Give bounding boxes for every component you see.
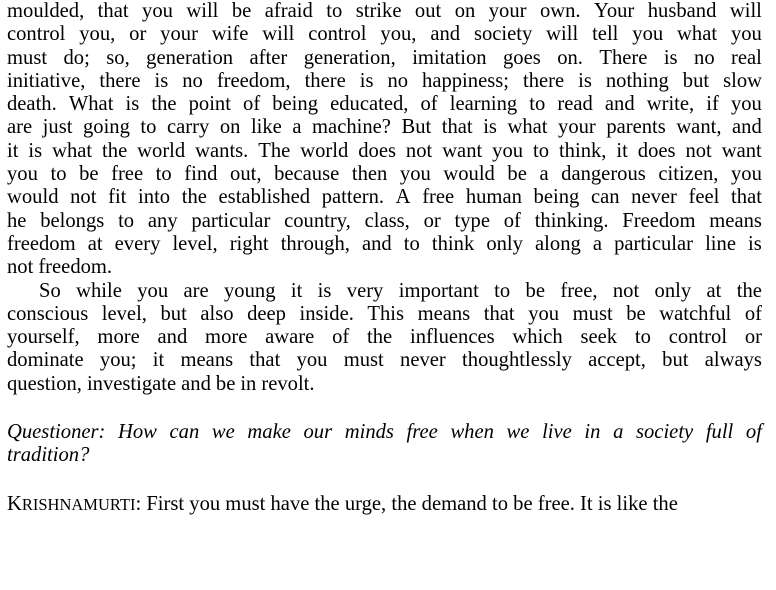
- word: So: [39, 279, 61, 302]
- word: But: [401, 116, 432, 139]
- word: that: [441, 116, 473, 139]
- word: freedom,: [216, 69, 291, 92]
- word: seek: [580, 326, 618, 349]
- word: educated,: [330, 93, 409, 116]
- word: and: [361, 232, 392, 255]
- text-line: [7, 326, 762, 349]
- word: level,: [101, 302, 147, 325]
- word: no: [387, 69, 409, 92]
- word: line: [705, 232, 736, 255]
- word: into: [138, 186, 171, 209]
- paragraph: [7, 280, 762, 396]
- text-line: [7, 23, 762, 46]
- word: type: [454, 209, 490, 232]
- word: on: [219, 116, 241, 139]
- word: there: [522, 69, 565, 92]
- text-line: [7, 444, 762, 467]
- word: you: [137, 279, 169, 302]
- word: out: [414, 0, 442, 22]
- word: must: [572, 302, 613, 325]
- word: it: [7, 139, 19, 162]
- word: to: [532, 139, 550, 162]
- word: no: [182, 69, 203, 92]
- word: initiative,: [7, 69, 86, 92]
- word: does: [358, 139, 396, 162]
- word: will: [186, 0, 219, 22]
- word: to: [140, 116, 157, 139]
- word: you: [632, 23, 664, 46]
- word: is: [154, 69, 169, 92]
- word: conscious: [7, 302, 89, 325]
- word: your: [160, 23, 198, 46]
- word: a: [613, 421, 624, 444]
- word: deep: [247, 302, 286, 325]
- word: to: [50, 163, 67, 186]
- word: Freedom: [622, 209, 696, 232]
- word: country,: [284, 209, 351, 232]
- word: of: [745, 421, 762, 444]
- word: own.: [539, 0, 581, 22]
- word: of: [744, 302, 762, 325]
- word: also: [200, 302, 234, 325]
- text-line: [7, 140, 762, 163]
- word: society: [473, 23, 533, 46]
- word: but: [662, 349, 689, 372]
- word: while: [76, 279, 122, 302]
- word: society: [636, 421, 694, 444]
- word: important: [398, 279, 479, 302]
- word: there: [99, 69, 141, 92]
- word: along: [535, 232, 581, 255]
- word: want,: [676, 116, 722, 139]
- word: because: [274, 163, 340, 186]
- text-line: [7, 0, 762, 23]
- word: what: [677, 23, 718, 46]
- word: minds: [344, 421, 394, 444]
- word: if: [706, 93, 719, 116]
- word: must: [343, 349, 384, 372]
- word: never: [631, 186, 677, 209]
- word: then: [351, 163, 388, 186]
- word: free,: [560, 279, 598, 302]
- word: real: [731, 46, 762, 69]
- word: must: [7, 46, 48, 69]
- word: want: [442, 139, 483, 162]
- text-line: [7, 47, 762, 70]
- word: There: [599, 46, 648, 69]
- word: dangerous: [561, 163, 646, 186]
- word: think,: [558, 139, 607, 162]
- word: freedom: [7, 232, 76, 255]
- word: it: [152, 349, 165, 372]
- word: do;: [63, 46, 90, 69]
- word: be: [215, 372, 236, 395]
- word: citizen,: [658, 163, 719, 186]
- word: is: [317, 279, 332, 302]
- paragraph-gap: [7, 468, 762, 493]
- word: at: [87, 232, 103, 255]
- word: be: [507, 163, 527, 186]
- word: particular: [191, 209, 271, 232]
- word: you: [7, 163, 38, 186]
- word: are: [7, 116, 33, 139]
- word: generation,: [303, 46, 396, 69]
- word: your: [558, 116, 596, 139]
- word: find: [184, 163, 218, 186]
- word: will: [546, 23, 579, 46]
- word: will: [729, 0, 762, 22]
- word: you: [492, 139, 524, 162]
- word: not: [612, 279, 640, 302]
- word: you: [142, 0, 173, 22]
- word: full: [705, 421, 734, 444]
- paragraph-gap: [7, 396, 762, 421]
- word: the: [102, 139, 128, 162]
- word: world: [300, 139, 349, 162]
- text-line: [7, 303, 762, 326]
- text-line: [7, 233, 762, 256]
- word: free: [422, 186, 455, 209]
- word: which: [512, 326, 563, 349]
- word: investigate: [86, 372, 177, 395]
- word: slow: [723, 69, 762, 92]
- word: What: [68, 93, 114, 116]
- word: is: [663, 46, 678, 69]
- word: freedom.: [38, 256, 113, 279]
- word: question,: [7, 372, 82, 395]
- answer-paragraph: [7, 493, 762, 516]
- word: class,: [364, 209, 410, 232]
- word: being: [533, 186, 580, 209]
- text-line: [7, 70, 762, 93]
- word: is: [578, 69, 592, 92]
- word: afraid: [264, 0, 313, 22]
- word: it: [290, 279, 303, 302]
- word: on.: [557, 46, 583, 69]
- text-line: [7, 186, 762, 209]
- word: the: [181, 186, 207, 209]
- word: generation: [146, 46, 234, 69]
- word: to: [529, 93, 546, 116]
- word: goes: [503, 46, 541, 69]
- word: and: [157, 326, 188, 349]
- word: are: [183, 279, 209, 302]
- word: pattern.: [321, 186, 385, 209]
- word: human: [465, 186, 522, 209]
- word: particular: [614, 232, 693, 255]
- text-line: [7, 93, 762, 116]
- word: there: [304, 69, 346, 92]
- word: means: [180, 349, 234, 372]
- word: you;: [99, 349, 137, 372]
- word: of: [332, 326, 350, 349]
- word: influences: [409, 326, 495, 349]
- word: feel: [688, 186, 720, 209]
- word: any: [147, 209, 178, 232]
- word: A: [395, 186, 411, 209]
- word: going: [82, 116, 130, 139]
- word: he: [7, 209, 27, 232]
- word: belongs: [40, 209, 105, 232]
- word: on: [454, 0, 476, 22]
- word: think: [431, 232, 475, 255]
- word: when: [450, 421, 494, 444]
- word: tradition?: [7, 444, 90, 467]
- word: can: [169, 421, 200, 444]
- word: point: [188, 93, 231, 116]
- word: so,: [106, 46, 130, 69]
- word: a: [292, 116, 302, 139]
- word: or: [423, 209, 441, 232]
- word: you: [399, 163, 431, 186]
- text-line: [7, 256, 762, 279]
- word: you: [296, 349, 328, 372]
- speaker-name: KRISHNAMURTI: [7, 492, 136, 515]
- word: free: [406, 421, 438, 444]
- text-line: [7, 163, 762, 186]
- text-line: [7, 210, 762, 233]
- word: but: [160, 302, 187, 325]
- text-line: [7, 349, 762, 372]
- word: level,: [172, 232, 218, 255]
- word: watchful: [659, 302, 732, 325]
- word: what: [507, 116, 548, 139]
- word: established: [218, 186, 311, 209]
- word: just: [42, 116, 73, 139]
- word: right: [229, 232, 269, 255]
- word: or: [129, 23, 147, 46]
- word: This: [367, 302, 405, 325]
- word: and: [604, 93, 635, 116]
- word: to: [403, 232, 420, 255]
- word: you: [730, 93, 762, 116]
- word: a: [539, 163, 549, 186]
- word: yourself,: [7, 326, 80, 349]
- word: is: [748, 232, 762, 255]
- word: to: [494, 279, 511, 302]
- word: revolt.: [261, 372, 315, 395]
- word: and: [430, 23, 461, 46]
- word: more: [205, 326, 248, 349]
- word: wife: [211, 23, 249, 46]
- word: a: [592, 232, 603, 255]
- word: aware: [265, 326, 315, 349]
- word: thinking.: [534, 209, 609, 232]
- word: wants.: [195, 139, 249, 162]
- word: not: [685, 139, 712, 162]
- word: make: [247, 421, 291, 444]
- word: to: [118, 209, 135, 232]
- word: in: [240, 372, 257, 395]
- word: is: [359, 69, 374, 92]
- word: that: [249, 349, 281, 372]
- word: and: [732, 116, 762, 139]
- word: tell: [592, 23, 619, 46]
- word: that: [97, 0, 129, 22]
- word: Questioner:: [7, 421, 106, 444]
- word: our: [303, 421, 333, 444]
- word: like: [250, 116, 282, 139]
- word: is: [483, 116, 497, 139]
- word: control: [308, 23, 367, 46]
- word: fit: [108, 186, 127, 209]
- word: your: [488, 0, 527, 22]
- text-line: [7, 116, 762, 139]
- word: that: [731, 186, 762, 209]
- word: Your: [594, 0, 635, 22]
- word: be: [626, 302, 646, 325]
- word: not: [70, 186, 97, 209]
- word: but: [682, 69, 710, 92]
- word: every: [114, 232, 161, 255]
- word: no: [694, 46, 715, 69]
- word: you: [730, 23, 762, 46]
- word: at: [706, 279, 722, 302]
- word: out,: [230, 163, 262, 186]
- word: read: [557, 93, 593, 116]
- word: would: [7, 186, 59, 209]
- word: want: [721, 139, 762, 162]
- word: what: [52, 139, 93, 162]
- word: free: [111, 163, 144, 186]
- word: being: [272, 93, 319, 116]
- paragraph: [7, 0, 762, 280]
- word: will: [262, 23, 295, 46]
- word: of: [420, 93, 438, 116]
- word: strike: [355, 0, 402, 22]
- word: or: [744, 326, 762, 349]
- word: carry: [166, 116, 210, 139]
- word: death.: [7, 93, 57, 116]
- word: moulded,: [7, 0, 85, 22]
- word: husband: [647, 0, 717, 22]
- word: imitation: [412, 46, 487, 69]
- word: through,: [280, 232, 350, 255]
- word: not: [7, 256, 34, 279]
- book-page: [7, 0, 762, 516]
- word: always: [704, 349, 762, 372]
- word: of: [243, 93, 261, 116]
- text-line: [7, 373, 762, 396]
- word: learning: [449, 93, 518, 116]
- word: very: [346, 279, 384, 302]
- word: means: [417, 302, 471, 325]
- word: would: [443, 163, 495, 186]
- word: only: [486, 232, 523, 255]
- word: not: [405, 139, 433, 162]
- word: live: [542, 421, 572, 444]
- word: be: [525, 279, 545, 302]
- word: you,: [79, 23, 116, 46]
- word: machine?: [312, 116, 391, 139]
- word: control: [7, 23, 66, 46]
- word: is: [125, 93, 140, 116]
- word: accept,: [588, 349, 646, 372]
- word: you: [528, 302, 560, 325]
- word: it: [616, 139, 628, 162]
- text-line: [7, 493, 762, 516]
- questioner-paragraph: [7, 421, 762, 468]
- word: does: [637, 139, 676, 162]
- word: write,: [646, 93, 695, 116]
- word: the: [736, 279, 762, 302]
- word: means: [709, 209, 762, 232]
- word: young: [224, 279, 276, 302]
- text-line: [7, 421, 762, 444]
- text-line: [7, 280, 762, 303]
- word: to: [634, 326, 651, 349]
- word: can: [590, 186, 620, 209]
- word: control: [668, 326, 728, 349]
- word: be: [79, 163, 99, 186]
- word: only: [654, 279, 692, 302]
- word: and: [181, 372, 211, 395]
- word: more: [97, 326, 140, 349]
- word: you: [731, 163, 762, 186]
- word: The: [258, 139, 291, 162]
- word: the: [367, 326, 393, 349]
- word: that: [483, 302, 515, 325]
- word: you,: [380, 23, 417, 46]
- word: world: [137, 139, 186, 162]
- word: thoughtlessly: [462, 349, 572, 372]
- word: to: [326, 0, 343, 22]
- word: is: [28, 139, 43, 162]
- word: inside.: [299, 302, 354, 325]
- word: we: [506, 421, 530, 444]
- word: parents: [606, 116, 666, 139]
- word: of: [503, 209, 521, 232]
- word: dominate: [7, 349, 84, 372]
- word: in: [584, 421, 601, 444]
- word: to: [155, 163, 172, 186]
- word: the: [151, 93, 177, 116]
- word: we: [211, 421, 235, 444]
- word: be: [231, 0, 252, 22]
- answer-line-text: : First you must have the urge, the demand to be free. It is like the: [135, 492, 678, 515]
- word: after: [249, 46, 288, 69]
- word: How: [118, 421, 157, 444]
- word: happiness;: [422, 69, 509, 92]
- word: nothing: [605, 69, 669, 92]
- word: never: [400, 349, 446, 372]
